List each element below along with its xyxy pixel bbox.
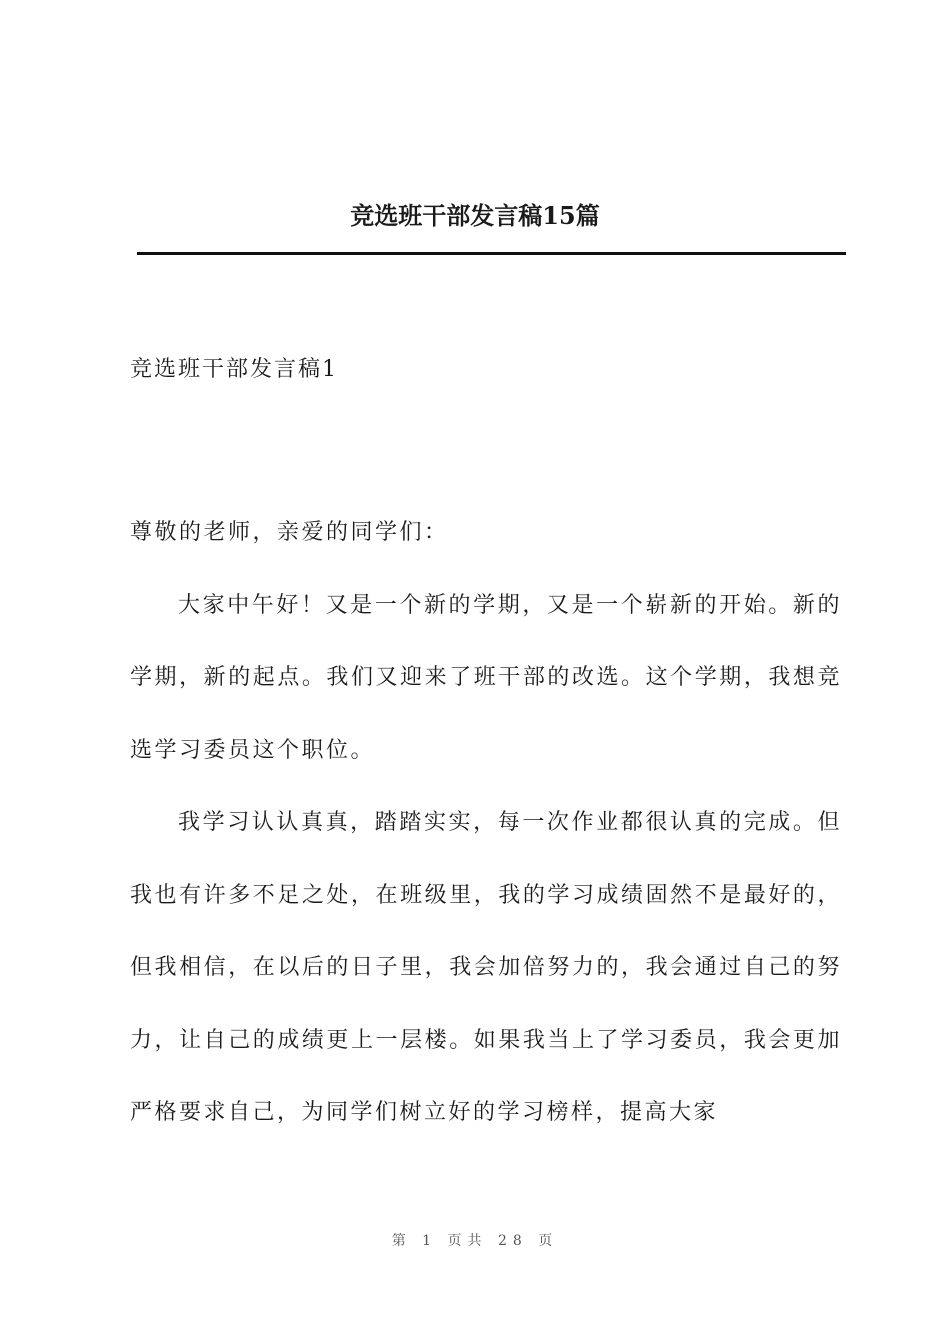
body-paragraph: 我学习认认真真，踏踏实实，每一次作业都很认真的完成。但我也有许多不足之处，在班级里，我的学习成绩固然不是最好的，但我相信，在以后的日子里，我会加倍努力的，我会通过自己的努力，让自己的成绩更上一层楼。如果我当上了学习委员，我会更加严格要求自己，为同学们树立好的学习榜样，提高大家 [130,810,842,1125]
title-divider [137,252,846,255]
document-title: 竞选班干部发言稿15篇 [350,201,600,230]
document-body [130,497,842,1150]
salutation-paragraph: 尊敬的老师，亲爱的同学们： [130,520,449,545]
body-paragraph: 大家中午好！又是一个新的学期，又是一个崭新的开始。新的学期，新的起点。我们又迎来了班干部的改选。这个学期，我想竞选学习委员这个职位。 [130,592,842,763]
page-number-footer: 第 1 页共 28 页 [391,1233,559,1249]
section-heading: 竞选班干部发言稿1 [130,357,338,382]
